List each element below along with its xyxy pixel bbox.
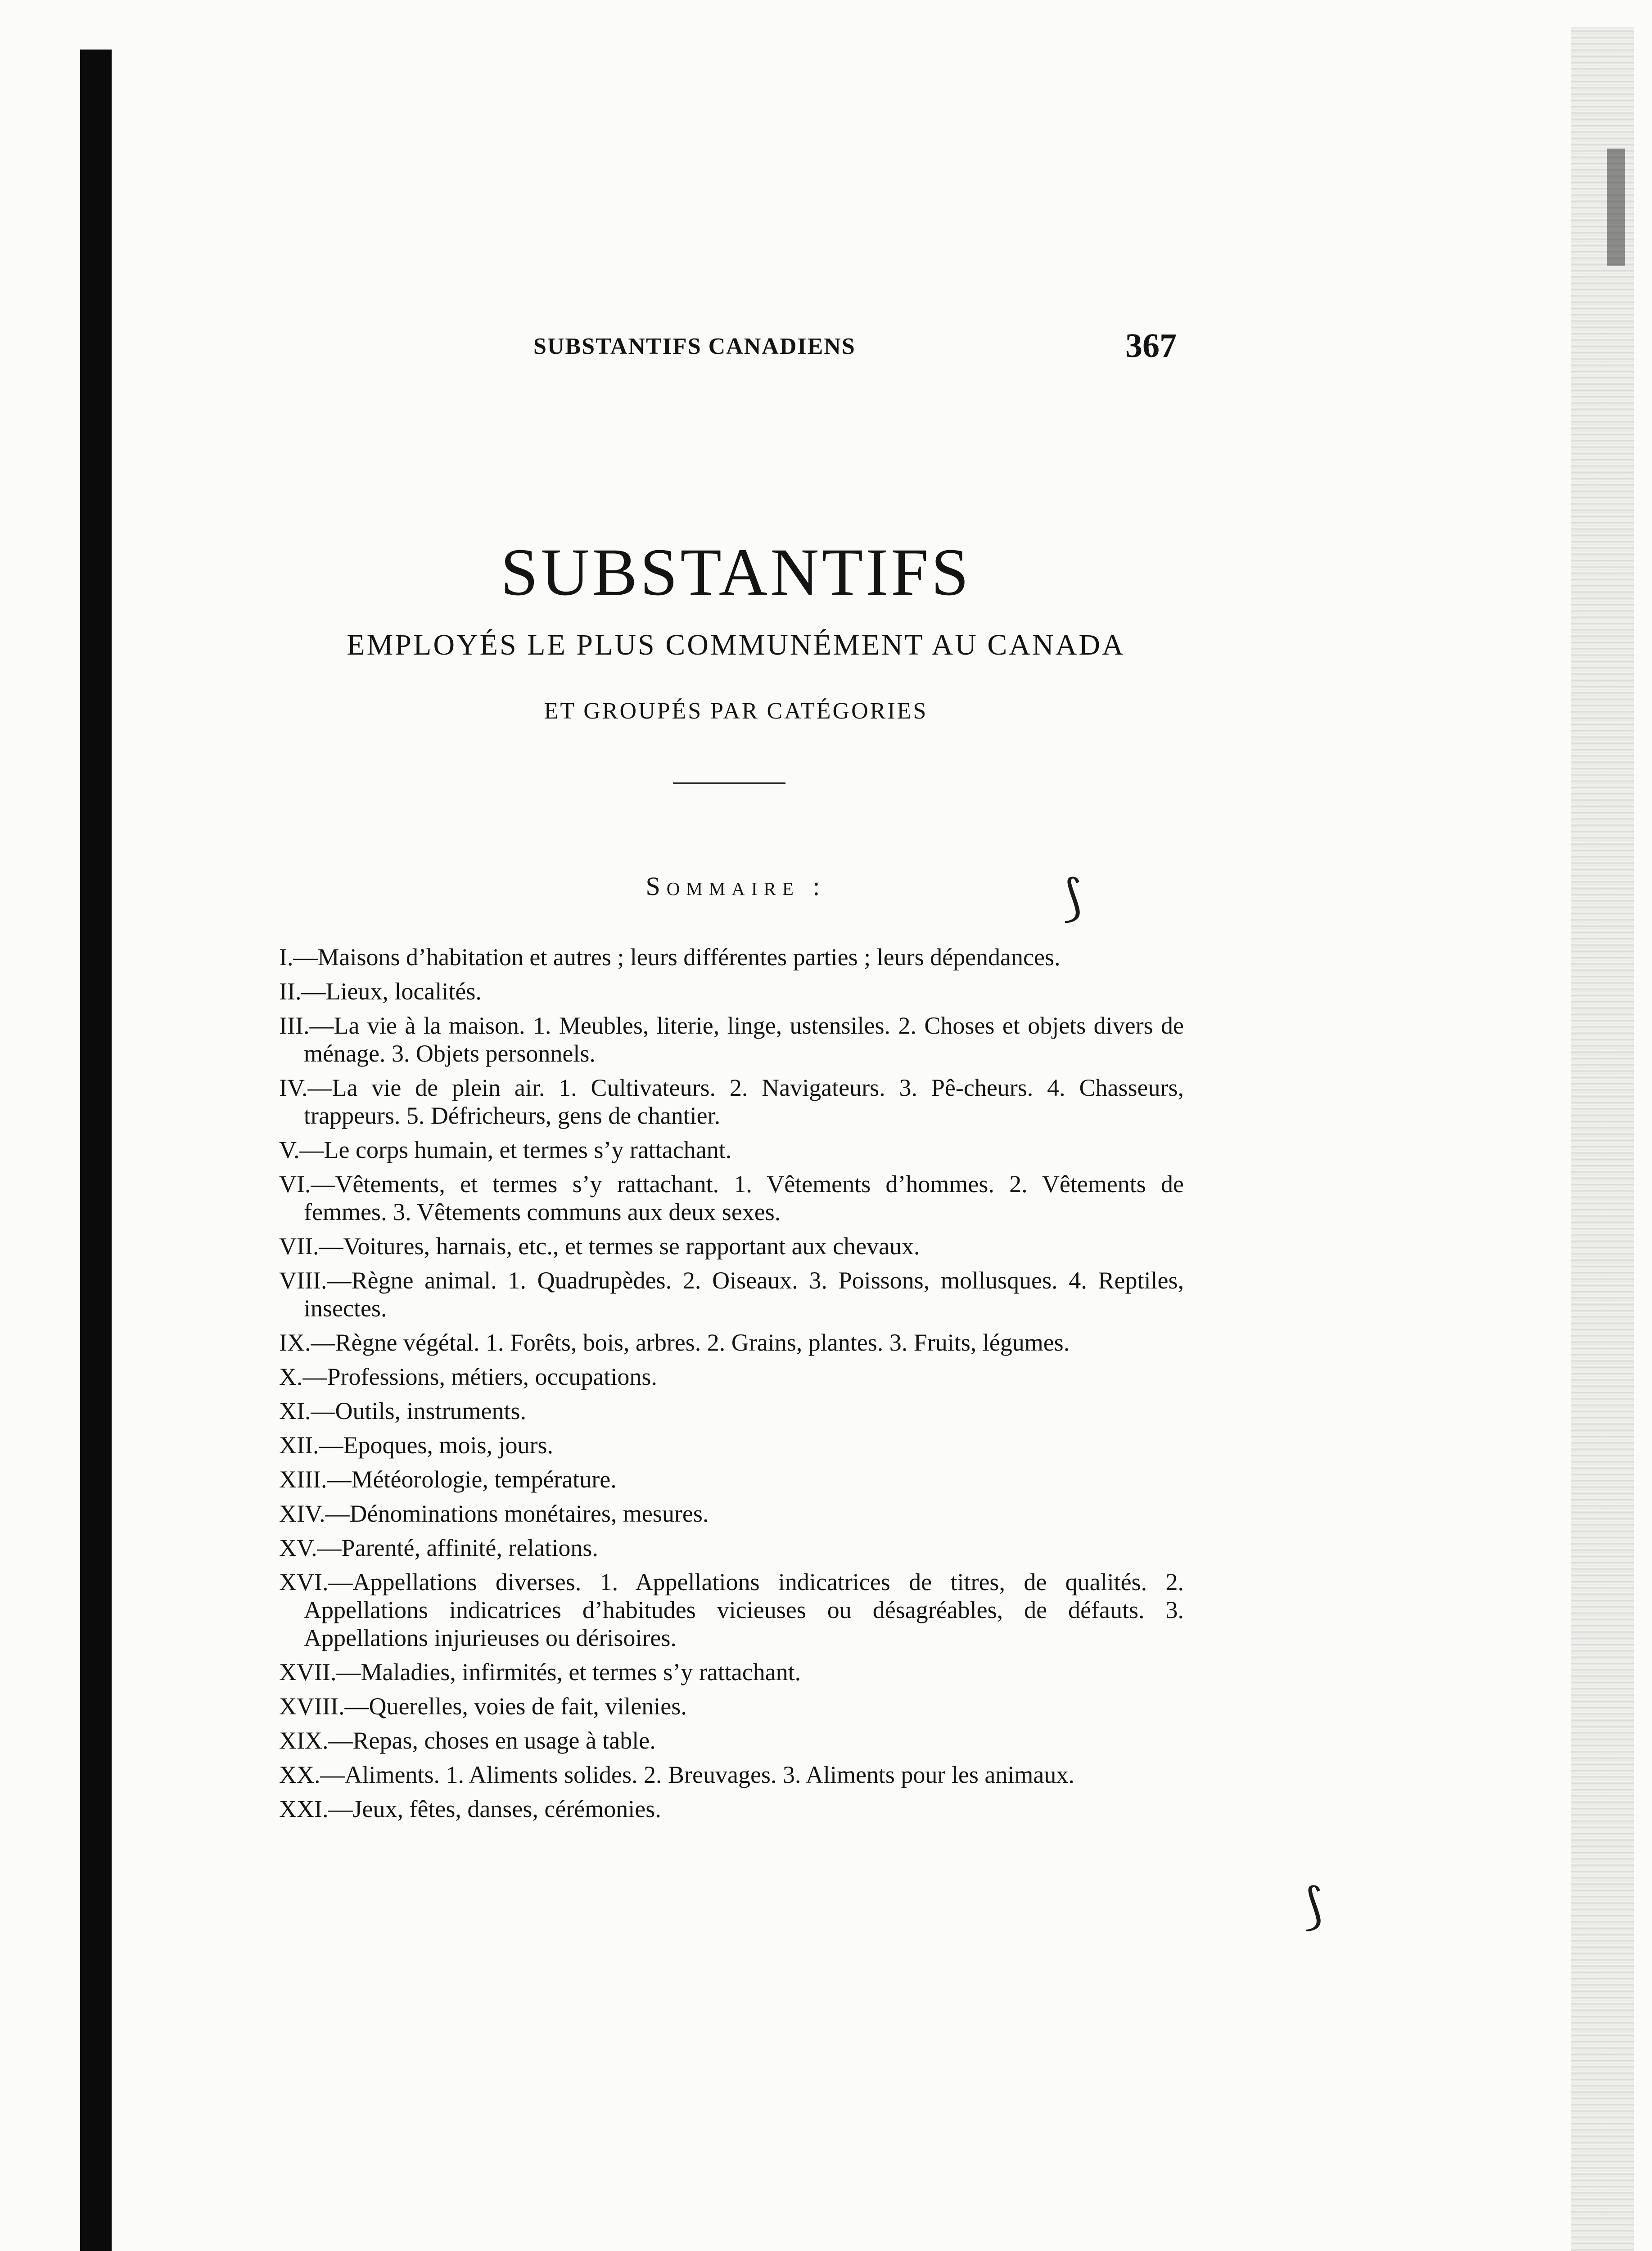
contents-entry [279, 1012, 1184, 1067]
entry-number: XVII. [279, 1659, 337, 1686]
entry-text: —Epoques, mois, jours. [319, 1432, 553, 1459]
page-title: SUBSTANTIFS [501, 535, 971, 610]
contents-entry [279, 943, 1184, 971]
contents-entry [279, 1397, 1184, 1425]
entry-number: XIX. [279, 1727, 329, 1754]
pencil-bracket-mark: ⟆ [1303, 1877, 1323, 1935]
entry-text: —Maisons d’habitation et autres ; leurs différentes parties ; leurs dépendances. [293, 944, 1061, 971]
entry-number: XX. [279, 1761, 320, 1788]
contents-entry [279, 1658, 1184, 1686]
contents-list [279, 943, 1184, 1829]
page-subtitle: EMPLOYÉS LE PLUS COMMUNÉMENT AU CANADA [347, 628, 1125, 661]
contents-entry [279, 1266, 1184, 1322]
contents-entry [279, 1329, 1184, 1356]
entry-number: VIII. [279, 1267, 327, 1294]
entry-text: —Parenté, affinité, relations. [317, 1534, 598, 1561]
entry-number: II. [279, 978, 302, 1005]
entry-number: X. [279, 1363, 303, 1390]
entry-text: —Querelles, voies de fait, vilenies. [344, 1693, 687, 1720]
contents-entry [279, 1761, 1184, 1789]
contents-entry [279, 1074, 1184, 1130]
contents-entry [279, 1568, 1184, 1652]
page-binding-edge [80, 50, 112, 2251]
entry-text: —Repas, choses en usage à table. [328, 1727, 656, 1754]
contents-entry [279, 1232, 1184, 1260]
entry-number: XI. [279, 1397, 311, 1424]
contents-entry [279, 1534, 1184, 1562]
entry-text: —La vie de plein air. 1. Cultivateurs. 2. Navigateurs. 3. Pê-cheurs. 4. Chasseurs, trappeurs. 5. Défricheurs, gens de chantier. [304, 1074, 1184, 1129]
page-edge-shadow [1607, 149, 1625, 266]
entry-text: —Règne animal. 1. Quadrupèdes. 2. Oiseaux. 3. Poissons, mollusques. 4. Reptiles, insectes. [304, 1267, 1184, 1322]
entry-number: VI. [279, 1171, 311, 1198]
contents-entry [279, 1465, 1184, 1493]
entry-text: —Appellations diverses. 1. Appellations indicatrices de titres, de qualités. 2. Appellations indicatrices d’habitudes vicieuses ou désagréables, de défauts. 3. Appellations injurieuses ou dérisoires. [304, 1568, 1184, 1651]
entry-number: I. [279, 944, 293, 971]
entry-text: —Vêtements, et termes s’y rattachant. 1. Vêtements d’hommes. 2. Vêtements de femmes. 3. Vêtements communs aux deux sexes. [304, 1171, 1184, 1225]
entry-number: III. [279, 1012, 310, 1039]
contents-entry [279, 1363, 1184, 1391]
entry-text: —Lieux, localités. [301, 978, 482, 1005]
entry-number: VII. [279, 1233, 319, 1260]
entry-number: XV. [279, 1534, 317, 1561]
entry-number: XVI. [279, 1568, 329, 1596]
entry-number: V. [279, 1136, 300, 1163]
entry-text: —Aliments. 1. Aliments solides. 2. Breuvages. 3. Aliments pour les animaux. [320, 1761, 1074, 1788]
contents-entry [279, 1500, 1184, 1528]
page-right-edge [1571, 27, 1634, 2251]
contents-entry [279, 1727, 1184, 1754]
page-subtitle-secondary: ET GROUPÉS PAR CATÉGORIES [544, 698, 928, 724]
contents-entry [279, 1795, 1184, 1823]
contents-entry [279, 1692, 1184, 1720]
entry-number: IV. [279, 1074, 308, 1101]
sommaire-heading: Sommaire : [645, 872, 826, 901]
entry-number: XIV. [279, 1500, 325, 1527]
entry-text: —Professions, métiers, occupations. [302, 1363, 657, 1390]
entry-number: IX. [279, 1329, 311, 1356]
entry-number: XXI. [279, 1795, 329, 1822]
entry-text: —Le corps humain, et termes s’y rattachant. [299, 1136, 732, 1163]
entry-text: —Météorologie, température. [327, 1466, 617, 1493]
pencil-bracket-mark: ⟆ [1062, 869, 1082, 927]
entry-text: —La vie à la maison. 1. Meubles, literie, linge, ustensiles. 2. Choses et objets divers de ménage. 3. Objets personnels. [304, 1012, 1184, 1067]
entry-text: —Maladies, infirmités, et termes s’y rattachant. [336, 1659, 801, 1686]
entry-text: —Jeux, fêtes, danses, cérémonies. [328, 1795, 661, 1822]
page-number: 367 [1125, 327, 1177, 365]
entry-text: —Outils, instruments. [311, 1397, 526, 1424]
contents-entry [279, 1431, 1184, 1459]
section-rule [673, 782, 785, 784]
entry-number: XII. [279, 1432, 319, 1459]
entry-text: —Voitures, harnais, etc., et termes se rapportant aux chevaux. [319, 1233, 920, 1260]
entry-number: XVIII. [279, 1693, 345, 1720]
running-head-title: SUBSTANTIFS CANADIENS [533, 334, 856, 359]
entry-text: —Dénominations monétaires, mesures. [325, 1500, 709, 1527]
entry-number: XIII. [279, 1466, 327, 1493]
entry-text: —Règne végétal. 1. Forêts, bois, arbres. 2. Grains, plantes. 3. Fruits, légumes. [311, 1329, 1070, 1356]
contents-entry [279, 1170, 1184, 1226]
contents-entry [279, 977, 1184, 1005]
contents-entry [279, 1136, 1184, 1164]
